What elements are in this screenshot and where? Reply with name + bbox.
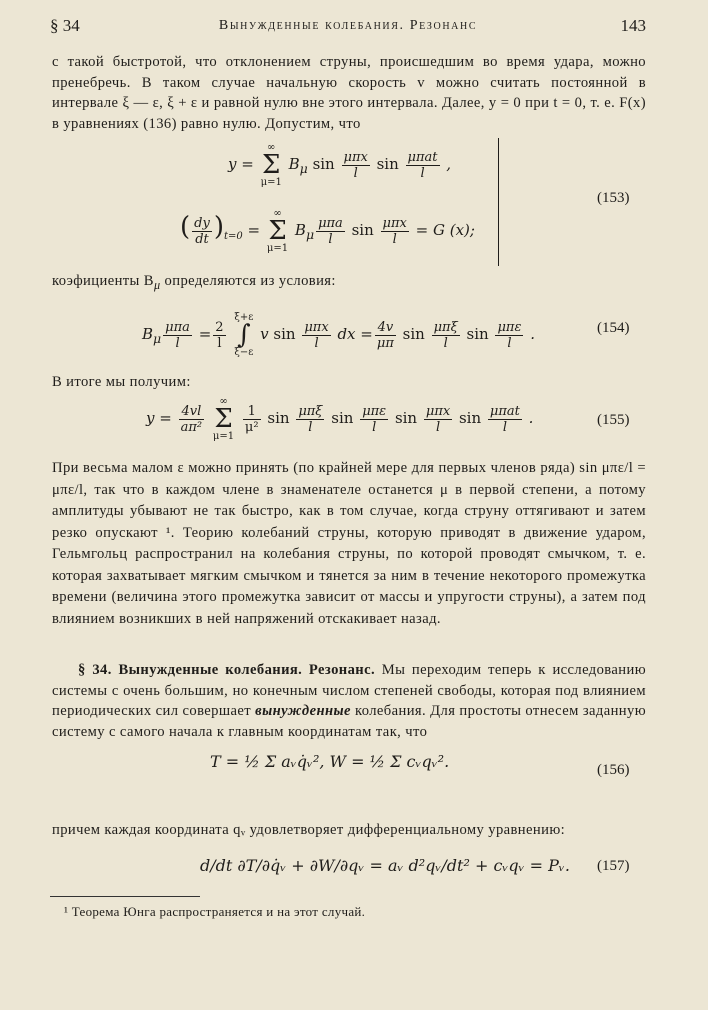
equation-number-153: (153) <box>597 190 630 206</box>
equation-155: y = $\frac{4vl}{\text{aπ²}}$ ∞ Σ μ=1 $\frac{1}{\text{μ²}}$ sin $\frac{\text{μπξ}}{l}$ sin $\frac{\text{μπε}}{l}$ sin $\frac{\text{μπx}}{l}$ sin $\frac{\text{μπat}}{l}$ . <box>146 396 534 442</box>
sum-symbol: ∞ Σ μ=1 <box>260 142 282 188</box>
footnote-rule <box>50 896 200 897</box>
paragraph-coordinate: причем каждая координата qᵥ удовлетворяет дифференциальному уравнению: <box>52 822 566 838</box>
page-number: 143 <box>620 16 646 35</box>
equation-number-156: (156) <box>597 762 630 778</box>
equation-brace <box>494 138 499 266</box>
equation-number-155: (155) <box>597 412 630 428</box>
section-heading: § 34. Вынужденные колебания. Резонанс. <box>78 662 376 678</box>
paragraph-small-epsilon: При весьма малом ε можно принять (по крайней мере для первых членов ряда) sin μπε/l = μπε/l, так что в каждом члене в знаменателе останется μ в первой степени, а потому амплитуды убывают не так быстро, как в том случае, когда струну оттягивают и затем резко опускают ¹. Теорию колебаний струны, которую приводят в движение ударом, Гельмгольц распространил на колебания струны, по которой проводят смычком, т. е. которая захватывает мягким смычком и тянется за ним в течение некоторого промежутка времени (величина этого промежутка зависит от массы и упругости струны), а затем под влиянием возникших в ней напряжений отскакивает назад. <box>52 460 646 627</box>
equation-number-157: (157) <box>597 858 630 874</box>
equation-153-line2: ( $\frac{dy}{dt}$ )$_{t=0}$ = ∞ Σ μ=1 $B_\mu$ $\frac{\text{μπa}}{l}$ sin $\frac{\text{μπx}}{l}$ = G (x); <box>180 208 475 254</box>
header-title: Вынужденные колебания. Резонанс <box>218 18 478 33</box>
equation-154: $B_\mu$ $\frac{\text{μπa}}{l}$ = $\frac{2}{l}$ ξ+ε ∫ ξ−ε v sin $\frac{\text{μπx}}{l}$ dx = $\frac{4v}{\mu\pi}$ sin $\frac{\text{μπξ}}{l}$ sin $\frac{\text{μπε}}{l}$ . <box>142 312 535 358</box>
paragraph-coefficients: коэфициенты $B_\mu$ определяются из условия: <box>52 273 336 292</box>
paragraph-section-34: § 34. Вынужденные колебания. Резонанс. Мы переходим теперь к исследованию системы с очень большим, но конечным числом степеней свободы, которая под влиянием периодических сил совершает вынужденные колебания. Для простоты отнесем заданную систему с самого начала к главным координатам так, что <box>52 662 647 740</box>
paragraph-intro-text: с такой быстротой, что отклонением струны, происшедшим во время удара, можно пренебречь. В таком случае начальную скорость v можно считать постоянной в интервале ξ — ε, ξ + ε и равной нулю вне этого интервала. Далее, y = 0 при t = 0, т. е. F(x) в уравнениях (136) равно нулю. Допустим, что <box>52 54 646 132</box>
equation-153-line1: y = ∞ Σ μ=1 $B_\mu$ sin $\frac{\text{μπx}}{l}$ sin $\frac{\text{μπat}}{l}$ , <box>228 142 452 188</box>
paragraph-intro <box>52 52 646 134</box>
footnote: ¹ Теорема Юнга распространяется и на этот случай. <box>64 904 366 919</box>
equation-number-154: (154) <box>597 320 630 336</box>
equation-157: d/dt ∂T/∂q̇ᵥ + ∂W/∂qᵥ = aᵥ d²qᵥ/dt² + cᵥqᵥ = Pᵥ. <box>200 856 570 875</box>
running-header <box>50 16 646 40</box>
equation-156: T = ½ Σ aᵥq̇ᵥ², W = ½ Σ cᵥqᵥ². <box>210 752 450 771</box>
paragraph-result: В итоге мы получим: <box>52 374 191 390</box>
header-section: § 34 <box>50 16 80 35</box>
